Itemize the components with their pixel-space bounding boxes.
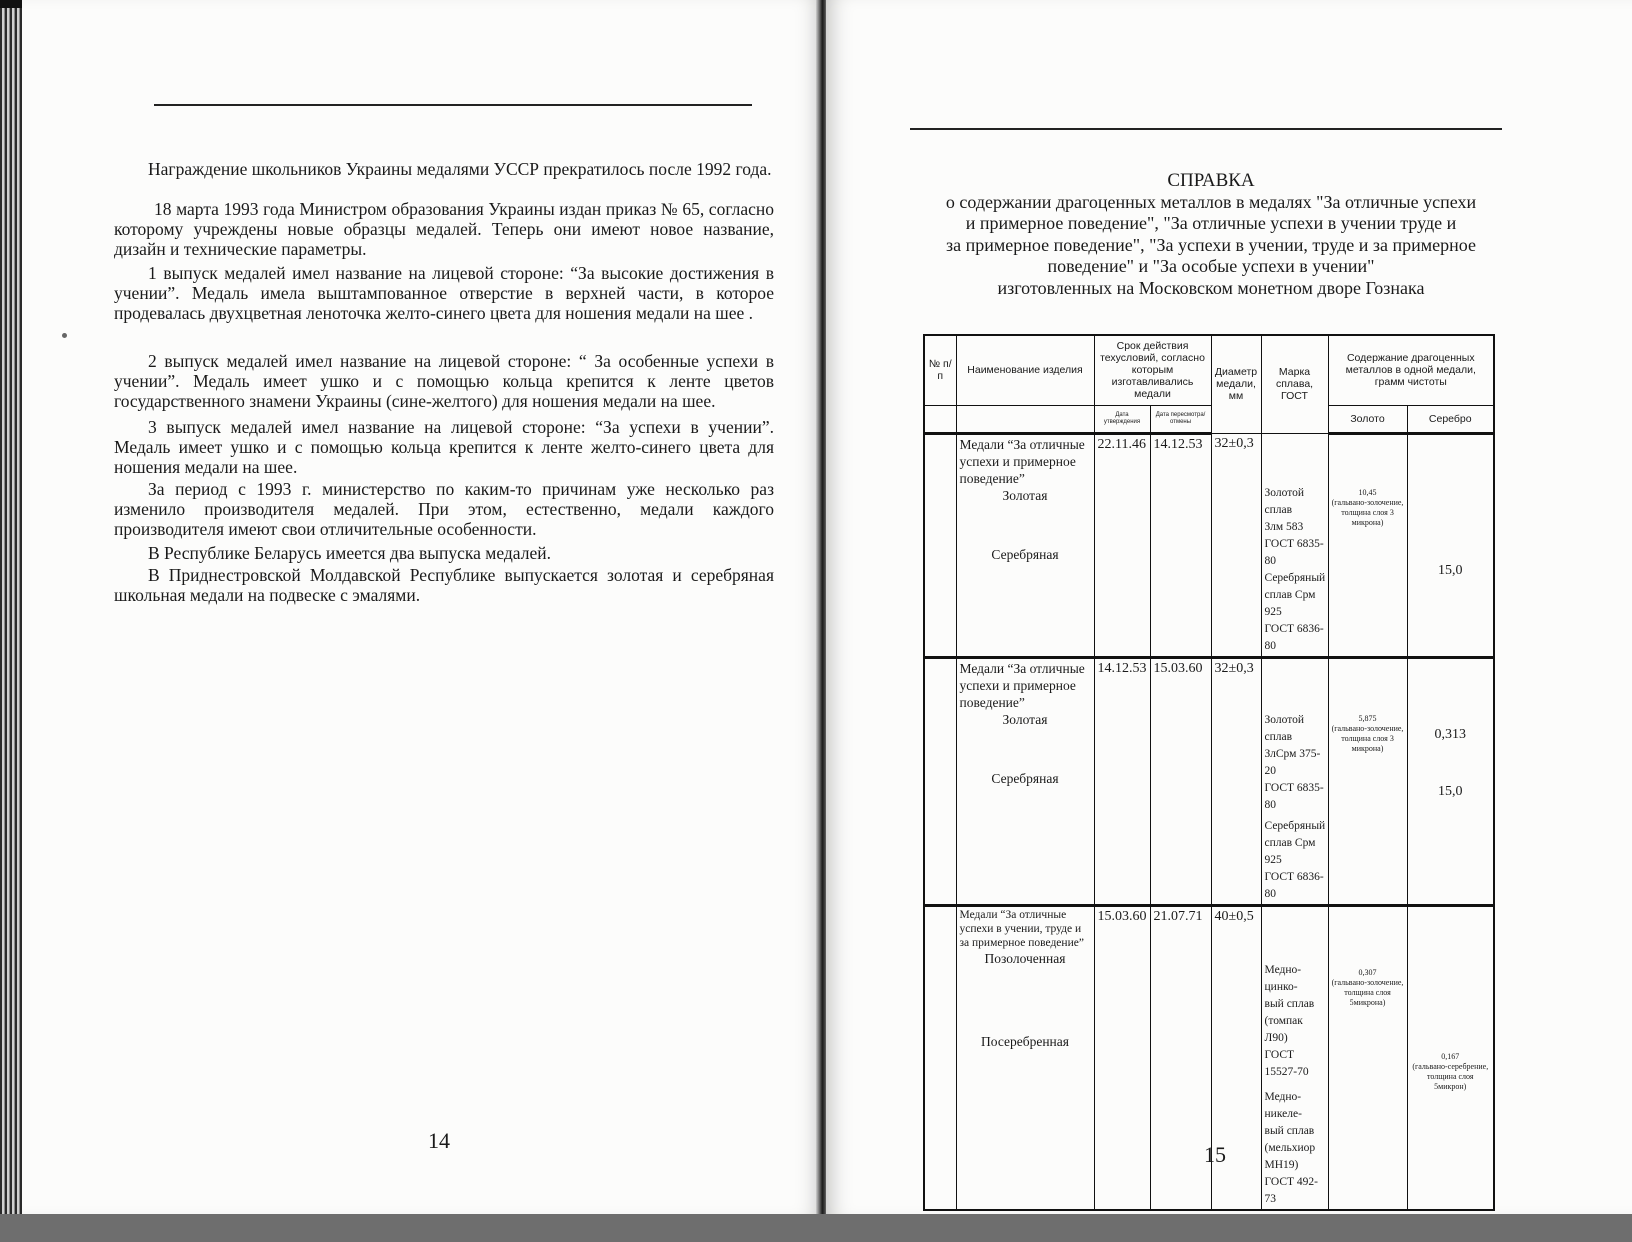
scan-bottom-edge xyxy=(0,1214,1632,1242)
medal-type: Серебряная xyxy=(991,546,1059,562)
alloy-line: (томпак Л90) xyxy=(1264,1014,1303,1044)
silver-note: (гальвано-серебрение, xyxy=(1412,1061,1489,1071)
alloy-line: Злм 583 xyxy=(1264,520,1304,533)
header-rule xyxy=(154,104,752,106)
header-name-blank xyxy=(956,405,1094,433)
heading: СПРАВКА xyxy=(1167,170,1255,191)
gold-content xyxy=(1328,905,1407,1210)
alloy-line: МН19) xyxy=(1264,1158,1299,1171)
medal-name: Медали “За отличные успехи и примерное поведение” xyxy=(959,660,1085,710)
silver-content xyxy=(1407,657,1494,905)
alloy-line: сплав Срм 925 xyxy=(1264,588,1316,618)
page-number-right: 15 xyxy=(1204,1142,1226,1167)
alloy xyxy=(1261,905,1328,1210)
paragraph-3: 1 выпуск медалей имел название на лицевой стороне: “За высокие достижения в учении”. Медаль имела выштампованное отверстие в верхней части, в которое продевалась двухцветная леноточка желто-синего цвета для ношения медали на шее . xyxy=(114,263,774,323)
header-silver: Серебро xyxy=(1407,405,1494,433)
medal-type: Золотая xyxy=(1002,487,1048,503)
silver-value: 15,0 xyxy=(1438,783,1463,799)
alloy-line: ГОСТ 6835-80 xyxy=(1264,537,1324,567)
alloy-line: ЗлСрм 375-20 xyxy=(1264,747,1321,777)
alloy-line: вый сплав xyxy=(1264,997,1315,1010)
paragraph-8: В Приднестровской Молдавской Республике выпускается золотая и серебряная школьная медали на подвеске с эмалями. xyxy=(114,565,774,605)
row-num xyxy=(924,905,956,1210)
alloy xyxy=(1261,657,1328,905)
gold-note: (гальвано-золочение, xyxy=(1331,497,1404,507)
subtitle-line: о содержании драгоценных металлов в медалях "За отличные успехи xyxy=(945,191,1477,212)
subtitle-line: за примерное поведение", "За успехи в учении, труде и за примерное xyxy=(946,234,1476,255)
silver-content xyxy=(1407,433,1494,657)
certificate-title xyxy=(886,170,1536,300)
page-number-left: 14 xyxy=(428,1128,450,1153)
alloy-line: Серебряный xyxy=(1264,571,1326,584)
gold-value: 0,307 xyxy=(1358,967,1377,977)
gold-note: толщина слоя 3 микрона) xyxy=(1341,733,1394,753)
subtitle-line: и примерное поведение", "За отличные успехи в учении труде и xyxy=(965,213,1457,234)
alloy-line: ГОСТ 6836-80 xyxy=(1264,622,1324,652)
precious-metals-table xyxy=(923,334,1495,1211)
gold-note: (гальвано-золочение, xyxy=(1331,723,1404,733)
alloy-line: (мельхиор xyxy=(1264,1141,1316,1154)
header-name: Наименование изделия xyxy=(956,335,1094,405)
header-diameter: Диаметр медали, мм xyxy=(1211,335,1261,433)
diameter: 32±0,3 xyxy=(1211,657,1261,905)
header-alloy: Марка сплава, ГОСТ xyxy=(1261,335,1328,433)
row-name xyxy=(956,433,1094,657)
table-row xyxy=(924,657,1494,905)
header-term: Срок действия техусловий, согласно которым изготавливались медали xyxy=(1094,335,1211,405)
alloy-line: сплав Срм 925 xyxy=(1264,836,1316,866)
medal-type: Серебряная xyxy=(991,770,1059,786)
gold-value: 10,45 xyxy=(1358,487,1377,497)
silver-content xyxy=(1407,905,1494,1210)
paragraph-5: 3 выпуск медалей имел название на лицевой стороне: “За успехи в учении”. Медаль имеет ушко и с помощью кольца крепится к ленте желто-синего цвета для ношения медали на шее. xyxy=(114,417,774,477)
alloy-line: Серебряный xyxy=(1264,819,1326,832)
alloy-line: Медно-никеле- xyxy=(1264,1090,1302,1120)
header-date-approved: Дата утверждения xyxy=(1094,405,1150,433)
alloy xyxy=(1261,433,1328,657)
row-num xyxy=(924,657,956,905)
silver-value: 15,0 xyxy=(1438,562,1463,578)
header-rule xyxy=(910,128,1502,130)
silver-value: 0,167 xyxy=(1441,1051,1460,1061)
alloy-line: ГОСТ 6835-80 xyxy=(1264,781,1324,811)
medal-type: Посеребренная xyxy=(981,1033,1069,1049)
medal-name: Медали “За отличные успехи и примерное поведение” xyxy=(959,436,1085,486)
date-from: 15.03.60 xyxy=(1094,905,1150,1210)
margin-dot xyxy=(62,333,67,338)
header-num: № п/п xyxy=(924,335,956,405)
paragraph-4: 2 выпуск медалей имел название на лицевой стороне: “ За особенные успехи в учении”. Медаль имеет ушко и с помощью кольца крепится к ленте цветов государственного знамени Украины (сине-желтого) для ношения медали на шее. xyxy=(114,351,774,411)
date-to: 21.07.71 xyxy=(1150,905,1211,1210)
silver-value: 0,313 xyxy=(1434,726,1467,742)
gold-note: (гальвано-золочение, xyxy=(1331,977,1404,987)
gold-note: толщина слоя 5микрона) xyxy=(1344,987,1391,1007)
table-row xyxy=(924,433,1494,657)
header-content: Содержание драгоценных металлов в одной медали, грамм чистоты xyxy=(1328,335,1494,405)
medal-type: Позолоченная xyxy=(984,950,1066,966)
diameter: 32±0,3 xyxy=(1211,433,1261,657)
alloy-line: ГОСТ 6836-80 xyxy=(1264,870,1324,900)
alloy-line: Золотой сплав xyxy=(1264,486,1304,516)
alloy-line: ГОСТ 15527-70 xyxy=(1264,1048,1309,1078)
date-from: 22.11.46 xyxy=(1094,433,1150,657)
header-num-blank xyxy=(924,405,956,433)
row-name xyxy=(956,657,1094,905)
header-gold: Золото xyxy=(1328,405,1407,433)
alloy-line: вый сплав xyxy=(1264,1124,1315,1137)
paragraph-1: Награждение школьников Украины медалями УССР прекратилось после 1992 года. xyxy=(148,159,772,179)
paragraph-2: 18 марта 1993 года Министром образования Украины издан приказ № 65, согласно которому учреждены новые образцы медалей. Теперь они имеют новое название, дизайн и технические параметры. xyxy=(114,199,774,259)
date-to: 14.12.53 xyxy=(1150,433,1211,657)
alloy-line: Золотой сплав xyxy=(1264,713,1304,743)
alloy-line: ГОСТ 492-73 xyxy=(1264,1175,1318,1205)
header-date-revision: Дата пересмотра/отмены xyxy=(1150,405,1211,433)
paragraph-6: За период с 1993 г. министерство по каким-то причинам уже несколько раз изменило производителя медалей. При этом, естественно, медали каждого производителя имеют свои отличительные особенности. xyxy=(114,479,774,539)
date-to: 15.03.60 xyxy=(1150,657,1211,905)
alloy-line: Медно-цинко- xyxy=(1264,963,1302,993)
subtitle-line: поведение" и "За особые успехи в учении" xyxy=(1047,256,1375,277)
book-page-edges xyxy=(0,0,22,1242)
table-row xyxy=(924,905,1494,1210)
silver-note: толщина слоя 5микрон) xyxy=(1426,1071,1474,1091)
left-page xyxy=(22,0,822,1215)
medal-name: Медали “За отличные успехи в учении, труде и за примерное поведение” xyxy=(959,908,1084,949)
gold-content xyxy=(1328,433,1407,657)
row-name xyxy=(956,905,1094,1210)
gold-content xyxy=(1328,657,1407,905)
gold-note: толщина слоя 3 микрона) xyxy=(1341,507,1394,527)
date-from: 14.12.53 xyxy=(1094,657,1150,905)
paragraph-7: В Республике Беларусь имеется два выпуска медалей. xyxy=(148,543,551,563)
subtitle-line: изготовленных на Московском монетном дворе Гознака xyxy=(997,277,1425,298)
gold-value: 5,875 xyxy=(1358,713,1377,723)
diameter: 40±0,5 xyxy=(1211,905,1261,1210)
medal-type: Золотая xyxy=(1002,711,1048,727)
row-num xyxy=(924,433,956,657)
